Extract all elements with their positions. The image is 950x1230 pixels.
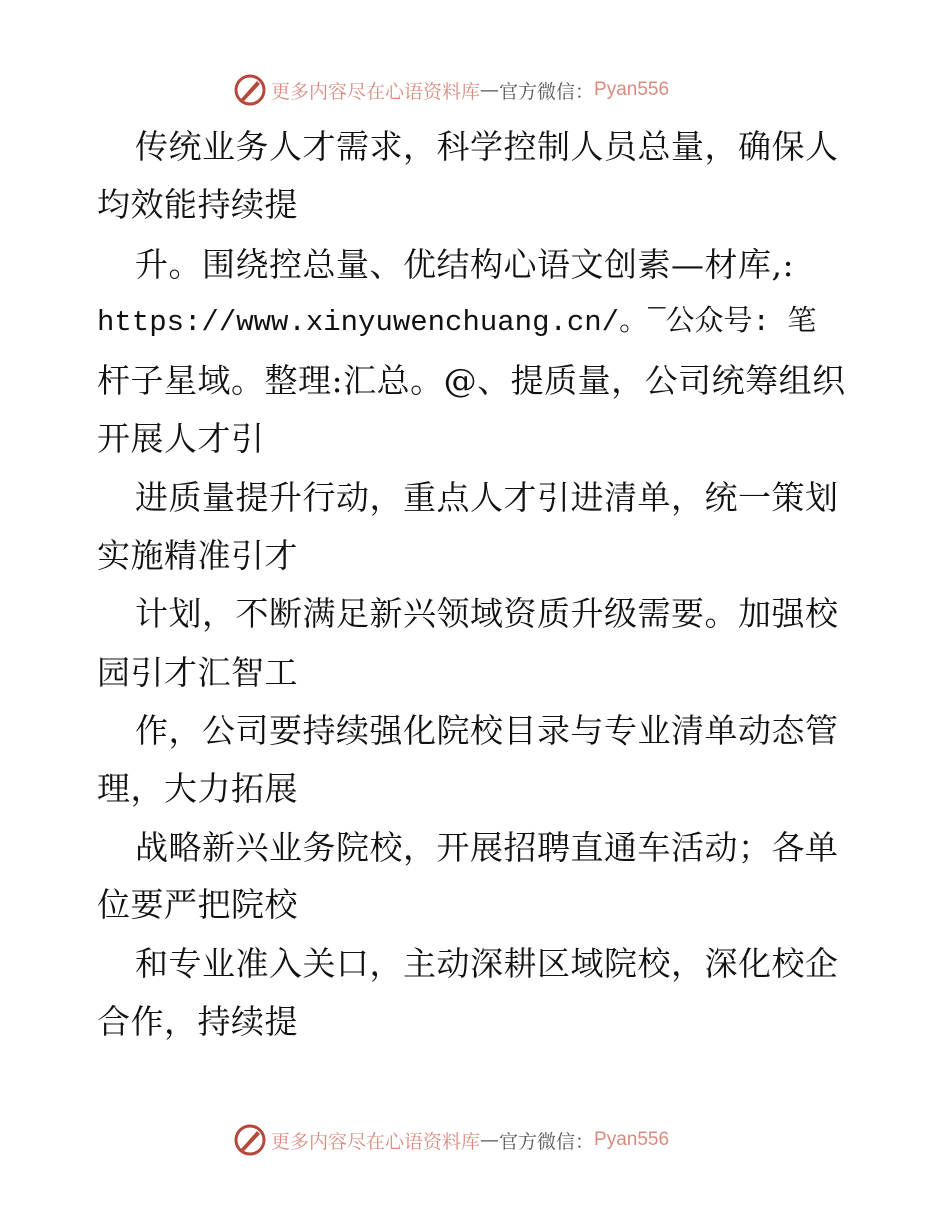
text-line: 作，公司要持续强化院校目录与专业清单动态管	[135, 711, 839, 750]
banner-text: 更多内容尽在心语资料库	[271, 1130, 481, 1153]
text-line: 开展人才引	[97, 419, 265, 458]
text-line: 合作，持续提	[97, 1002, 298, 1041]
footer-banner	[233, 1120, 713, 1160]
banner-dash: —	[480, 79, 500, 101]
text-line: 战略新兴业务院校，开展招聘直通车活动；各单	[135, 828, 839, 867]
banner-wechat-id: Pyan556	[594, 1129, 670, 1150]
banner-dash: —	[480, 1129, 500, 1151]
header-banner	[233, 70, 713, 110]
banner-wechat-label: 官方微信：	[499, 1130, 595, 1153]
banner-text: 更多内容尽在心语资料库	[271, 80, 481, 103]
text-line: 进质量提升行动，重点人才引进清单，统一策划	[135, 478, 839, 517]
pen-logo-icon	[233, 1123, 267, 1157]
text-line: 和专业准入关口，主动深耕区域院校，深化校企	[135, 944, 839, 983]
text-line: 理，大力拓展	[97, 769, 298, 808]
text-line: 传统业务人才需求，科学控制人员总量，确保人	[135, 127, 839, 166]
text-line: 杆子星域。整理:汇总。@、提质量，公司统筹组织	[97, 361, 846, 400]
text-line: 升。围绕控总量、优结构心语文创素—材库,:	[135, 245, 795, 284]
text-line: 均效能持续提	[97, 185, 298, 224]
banner-wechat-id: Pyan556	[594, 79, 670, 100]
text-line: 位要严把院校	[97, 885, 298, 924]
pen-logo-icon	[233, 73, 267, 107]
text-line: https://www.xinyuwenchuang.cn/。¯公众号: 笔	[97, 306, 817, 339]
banner-wechat-label: 官方微信：	[499, 80, 595, 103]
text-line: 园引才汇智工	[97, 653, 298, 692]
text-line: 计划，不断满足新兴领域资质升级需要。加强校	[135, 594, 839, 633]
text-line: 实施精准引才	[97, 536, 298, 575]
